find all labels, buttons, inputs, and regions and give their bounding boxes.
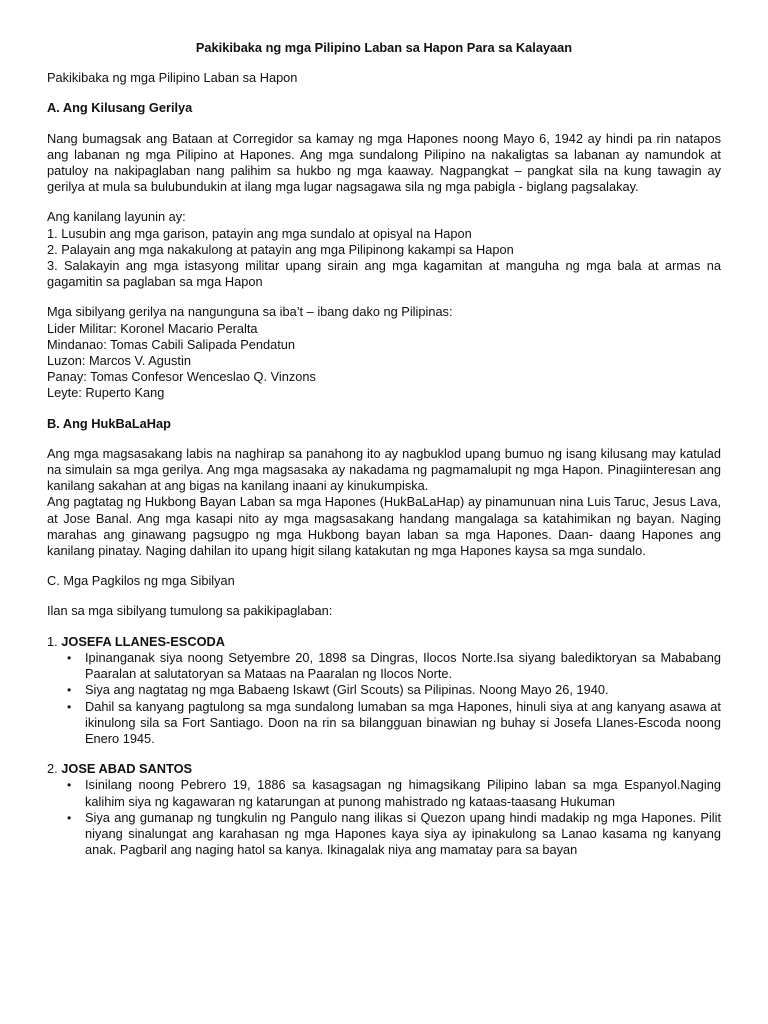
bullet-text: Siya ang gumanap ng tungkulin ng Pangulo nang ilikas si Quezon upang hindi madakip ng mga Hapones. Pilit niyang sinalungat ang karahasan ng mga Hapones kaya siya ay ipinakulong sa Lanao kasama ng kanyang anak. Pagbaril ang naging hatol sa kanya. Ikinagalak niya ang mamatay para sa bayan (85, 809, 721, 858)
spacer (47, 747, 721, 761)
section-a-paragraph: Nang bumagsak ang Bataan at Corregidor sa kamay ng mga Hapones noong Mayo 6, 1942 ay hindi pa rin natapos ang labanan ng mga Pilipino at Hapones. Ang mga sundalong Pilipino na nakaligtas sa labanan ay namundok at patuloy na nakipaglaban nang palihim sa hukbo ng mga kaaway. Nagpangkat – pangkat sila na kung tawagin ay gerilya at mula sa bulubundukin at ilang mga lugar nagsagawa sila ng mga pabigla - biglang pagsalakay. (47, 130, 721, 195)
spacer (47, 195, 721, 209)
list-item (47, 682, 721, 698)
section-b-heading: B. Ang HukBaLaHap (47, 415, 171, 431)
bullet-icon: • (67, 778, 72, 793)
section-b-paragraph-2: Ang pagtatag ng Hukbong Bayan Laban sa mga Hapones (HukBaLaHap) ay pinamunuan nina Luis Taruc, Jesus Lava, at Jose Banal. Ang mga kasapi nito ay mga magsasakang handang mangalaga sa katahimikan ng bayan. Naging marahas ang ginawang pagsugpo ng mga Hukbong bayan laban sa mga Hapones. Daan- daang Hapones ang kanilang pinatay. Naging dahilan ito upang higit silang katakutan ng mga Hapones kaysa sa mga sundalo. (47, 494, 721, 559)
list-item (47, 699, 721, 748)
list-item (47, 777, 721, 809)
bullet-text: Isinilang noong Pebrero 19, 1886 sa kasagsagan ng himagsikang Pilipino laban sa mga Espanyol.Naging kalihim siya ng kagawaran ng katarungan at punong mahistrado ng kataas-taasang Hukuman (85, 777, 721, 809)
bullet-icon: • (67, 650, 72, 665)
layunin-item: 2. Palayain ang mga nakakulong at patayin ang mga Pilipinong kakampi sa Hapon (47, 241, 514, 257)
section-c-heading: C. Mga Pagkilos ng mga Sibilyan (47, 573, 235, 589)
bullet-text: Dahil sa kanyang pagtulong sa mga sundalong lumaban sa mga Hapones, hinuli siya at ang kanyang asawa at ikinulong sila sa Fort Santiago. Doon na rin sa bilangguan binawian ng buhay si Josefa Llanes-Escoda noong Enero 1945. (85, 698, 721, 746)
bullet-icon: • (67, 699, 72, 714)
bullet-icon: • (67, 810, 72, 825)
layunin-intro: Ang kanilang layunin ay: (47, 209, 186, 225)
person-points-list (47, 777, 721, 858)
spacer (47, 290, 721, 304)
person-heading (47, 634, 721, 650)
leaders-intro: Mga sibilyang gerilya na nangunguna sa iba’t – ibang dako ng Pilipinas: (47, 304, 453, 320)
person-number: 1. (47, 633, 58, 649)
leader-item: Mindanao: Tomas Cabili Salipada Pendatun (47, 336, 296, 352)
leader-item: Leyte: Ruperto Kang (47, 385, 165, 401)
leader-item: Luzon: Marcos V. Agustin (47, 353, 191, 369)
person-name: JOSEFA LLANES-ESCODA (61, 633, 226, 649)
document-page (47, 40, 721, 858)
bullet-text: Ipinanganak siya noong Setyembre 20, 1898 sa Dingras, Ilocos Norte.Isa siyang balediktoryan sa Mababang Paaralan at salutatoryan sa Mataas na Paaralan ng Ilocos Norte. (85, 649, 721, 682)
list-item (47, 650, 721, 682)
section-b-paragraph-1: Ang mga magsasakang labis na naghirap sa panahong ito ay nagbuklod upang bumuo ng isang kilusang may katulad na simulain sa mga gerilya. Ang mga magsasaka ay nakadama ng pagmamalupit ng mga Hapon. Pinagiinteresan ang kanilang sakahan at ang bigas na kanilang inaani ay kinukumpiska. (47, 445, 721, 494)
section-c-intro: Ilan sa mga sibilyang tumulong sa pakikipaglaban: (47, 603, 333, 619)
leader-item: Panay: Tomas Confesor Wenceslao Q. Vinzons (47, 369, 316, 385)
person-points-list (47, 650, 721, 747)
person-heading (47, 761, 721, 777)
person-number: 2. (47, 761, 58, 777)
bullet-text: Siya ang nagtatag ng mga Babaeng Iskawt (Girl Scouts) sa Pilipinas. Noong Mayo 26, 1940. (85, 682, 609, 698)
leader-item: Lider Militar: Koronel Macario Peralta (47, 320, 258, 336)
spacer (47, 559, 721, 573)
spacer (47, 620, 721, 634)
section-a-heading: A. Ang Kilusang Gerilya (47, 100, 193, 116)
spacer (47, 402, 721, 416)
person-name: JOSE ABAD SANTOS (61, 761, 193, 777)
document-subtitle: Pakikibaka ng mga Pilipino Laban sa Hapon (47, 70, 298, 86)
layunin-item: 1. Lusubin ang mga garison, patayin ang mga sundalo at opisyal na Hapon (47, 225, 472, 241)
document-title: Pakikibaka ng mga Pilipino Laban sa Hapon Para sa Kalayaan (195, 40, 573, 55)
list-item (47, 810, 721, 859)
layunin-item: 3. Salakayin ang mga istasyong militar upang sirain ang mga kagamitan at manguha ng mga bala at armas na gagamitin sa paglaban sa mga Hapon (47, 258, 721, 290)
bullet-icon: • (67, 683, 72, 698)
